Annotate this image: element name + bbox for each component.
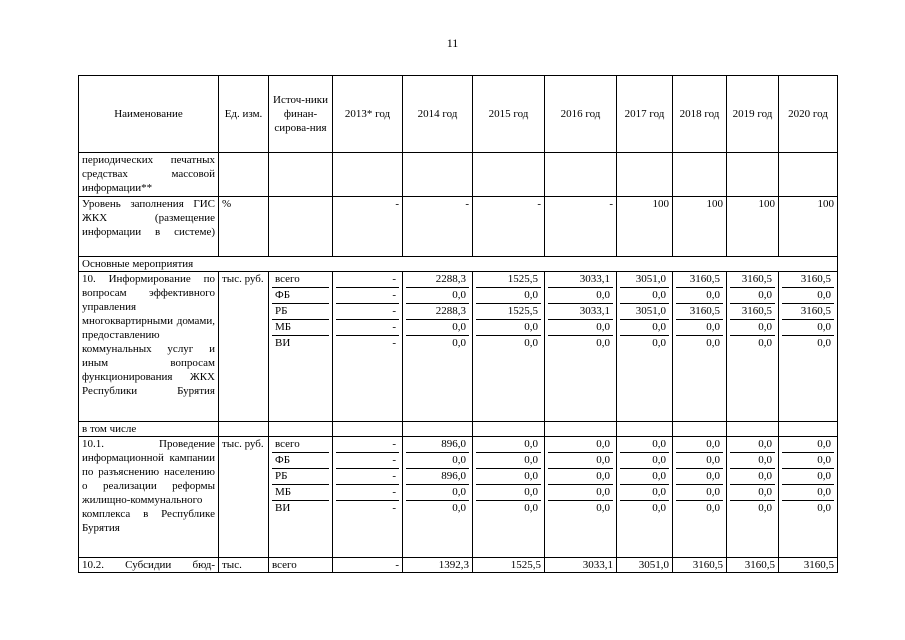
cell-empty — [545, 153, 617, 197]
value-cell: 3160,5 — [730, 272, 775, 288]
value-cell: 0,0 — [676, 469, 723, 485]
value-cell: 0,0 — [620, 320, 669, 336]
value-cell: - — [333, 558, 403, 573]
value-cell: - — [333, 197, 403, 257]
value-cell: 0,0 — [730, 320, 775, 336]
cell-empty — [673, 153, 727, 197]
year-col-2019 — [727, 437, 779, 558]
source-cell: РБ — [272, 304, 329, 320]
value-cell: 100 — [617, 197, 673, 257]
value-cell: 0,0 — [476, 469, 541, 485]
value-cell: 0,0 — [476, 320, 541, 336]
value-cell: 0,0 — [676, 485, 723, 501]
table-row-10-2 — [79, 558, 838, 573]
value-cell: 1525,5 — [473, 558, 545, 573]
value-cell: 0,0 — [730, 437, 775, 453]
page-number: 11 — [446, 36, 459, 50]
value-cell: - — [336, 320, 399, 336]
value-cell: 0,0 — [548, 469, 613, 485]
value-cell: 3160,5 — [730, 304, 775, 320]
value-cell: 0,0 — [406, 485, 469, 501]
value-cell: 0,0 — [730, 485, 775, 501]
value-cell: 100 — [727, 197, 779, 257]
cell-empty — [269, 422, 333, 437]
value-cell: 0,0 — [782, 469, 834, 485]
value-cell: 3160,5 — [676, 304, 723, 320]
value-cell: - — [392, 502, 396, 514]
value-cell: 0,0 — [620, 288, 669, 304]
header-row — [79, 76, 838, 153]
value-cell: 0,0 — [782, 288, 834, 304]
value-cell: 0,0 — [548, 485, 613, 501]
header-2017: 2017 год — [617, 76, 673, 153]
cell-empty — [219, 153, 269, 197]
value-cell: 0,0 — [548, 453, 613, 469]
value-cell: 2288,3 — [406, 304, 469, 320]
value-cell: 0,0 — [596, 502, 610, 514]
value-cell: 0,0 — [548, 288, 613, 304]
year-col-2020 — [779, 272, 838, 422]
section-title-including: в том числе — [79, 422, 219, 437]
year-col-2013 — [333, 272, 403, 422]
value-cell: 0,0 — [676, 320, 723, 336]
year-col-2014 — [403, 272, 473, 422]
year-col-2015 — [473, 437, 545, 558]
year-col-2013 — [333, 437, 403, 558]
value-cell: 0,0 — [476, 453, 541, 469]
cell-empty — [727, 153, 779, 197]
value-cell: 0,0 — [524, 337, 538, 349]
row-unit-10: тыс. руб. — [219, 272, 269, 422]
value-cell: 0,0 — [758, 337, 772, 349]
header-2013: 2013* год — [333, 76, 403, 153]
source-list-10-1 — [269, 437, 333, 558]
table-row-10 — [79, 272, 838, 422]
cell-empty — [779, 422, 838, 437]
cell-empty — [403, 153, 473, 197]
year-col-2018 — [673, 437, 727, 558]
cell-empty — [545, 422, 617, 437]
year-col-2018 — [673, 272, 727, 422]
row-unit-10-2: тыс. — [219, 558, 269, 573]
value-cell: 0,0 — [524, 502, 538, 514]
cell-empty — [673, 422, 727, 437]
source-cell: ФБ — [272, 288, 329, 304]
source-cell: всего — [272, 272, 329, 288]
value-cell: 1392,3 — [403, 558, 473, 573]
value-cell: 0,0 — [817, 337, 831, 349]
row-unit-10-1: тыс. руб. — [219, 437, 269, 558]
row-name-10-2: 10.2. Субсидии бюд- — [79, 558, 219, 573]
source-cell: МБ — [272, 485, 329, 501]
source-cell: ФБ — [272, 453, 329, 469]
value-cell: - — [336, 272, 399, 288]
value-cell: 3160,5 — [676, 272, 723, 288]
value-cell: 0,0 — [758, 502, 772, 514]
year-col-2017 — [617, 272, 673, 422]
value-cell: 0,0 — [782, 485, 834, 501]
value-cell: - — [336, 485, 399, 501]
value-cell: 3033,1 — [548, 304, 613, 320]
cell-empty — [473, 422, 545, 437]
value-cell: 0,0 — [548, 437, 613, 453]
value-cell: 0,0 — [782, 320, 834, 336]
value-cell: 0,0 — [620, 437, 669, 453]
cell-empty — [269, 153, 333, 197]
value-cell: 0,0 — [476, 485, 541, 501]
row-unit-gis: % — [219, 197, 269, 257]
cell-empty — [219, 422, 269, 437]
value-cell: 0,0 — [730, 288, 775, 304]
value-cell: - — [403, 197, 473, 257]
value-cell: 100 — [673, 197, 727, 257]
header-2020: 2020 год — [779, 76, 838, 153]
value-cell: 896,0 — [406, 469, 469, 485]
source-cell: всего — [272, 437, 329, 453]
source-cell: ВИ — [275, 337, 291, 349]
cell-empty — [333, 153, 403, 197]
header-name: Наименование — [79, 76, 219, 153]
header-unit: Ед. изм. — [219, 76, 269, 153]
value-cell: 0,0 — [652, 337, 666, 349]
section-title-main: Основные мероприятия — [79, 257, 838, 272]
header-2018: 2018 год — [673, 76, 727, 153]
row-name-10: 10. Информирование по вопросам эффективного управления многоквартирными домами, предоставлению коммунальных услуг и иным вопросам функционирования ЖКХ Республики Бурятия — [79, 272, 219, 422]
header-2019: 2019 год — [727, 76, 779, 153]
table-row-periodic — [79, 153, 838, 197]
value-cell: 0,0 — [452, 337, 466, 349]
value-cell: 3033,1 — [548, 272, 613, 288]
value-cell: 0,0 — [676, 453, 723, 469]
value-cell: - — [336, 304, 399, 320]
row-name-gis: Уровень заполнения ГИС ЖКХ (размещение информации в системе) — [79, 197, 219, 257]
section-row-main — [79, 257, 838, 272]
value-cell: 0,0 — [706, 502, 720, 514]
value-cell: - — [473, 197, 545, 257]
value-cell: 0,0 — [676, 437, 723, 453]
value-cell: 0,0 — [730, 453, 775, 469]
value-cell: 3051,0 — [620, 272, 669, 288]
value-cell: 1525,5 — [476, 272, 541, 288]
value-cell: 0,0 — [406, 453, 469, 469]
value-cell: 100 — [779, 197, 838, 257]
year-col-2020 — [779, 437, 838, 558]
row-name-10-1: 10.1. Проведение информационной кампании по разъяснению населению о реализации реформы жилищно-коммунального комплекса в Республике Бурятия — [79, 437, 219, 558]
cell-empty — [269, 197, 333, 257]
section-row-including — [79, 422, 838, 437]
value-cell: 0,0 — [782, 437, 834, 453]
year-col-2014 — [403, 437, 473, 558]
source-cell: ВИ — [275, 502, 291, 514]
value-cell: 0,0 — [476, 288, 541, 304]
value-cell: 0,0 — [406, 288, 469, 304]
cell-empty — [617, 422, 673, 437]
header-2015: 2015 год — [473, 76, 545, 153]
value-cell: 0,0 — [706, 337, 720, 349]
year-col-2016 — [545, 272, 617, 422]
cell-empty — [727, 422, 779, 437]
value-cell: 3160,5 — [779, 558, 838, 573]
value-cell: - — [336, 453, 399, 469]
year-col-2015 — [473, 272, 545, 422]
cell-empty — [779, 153, 838, 197]
value-cell: 0,0 — [620, 485, 669, 501]
value-cell: 3051,0 — [620, 304, 669, 320]
value-cell: 0,0 — [406, 320, 469, 336]
value-cell: - — [336, 469, 399, 485]
table-row-gis — [79, 197, 838, 257]
source-list-10 — [269, 272, 333, 422]
value-cell: 3033,1 — [545, 558, 617, 573]
header-2014: 2014 год — [403, 76, 473, 153]
source-cell: РБ — [272, 469, 329, 485]
value-cell: - — [392, 337, 396, 349]
value-cell: 896,0 — [406, 437, 469, 453]
year-col-2019 — [727, 272, 779, 422]
value-cell: 3160,5 — [782, 272, 834, 288]
value-cell: 0,0 — [652, 502, 666, 514]
value-cell: 0,0 — [730, 469, 775, 485]
value-cell: 0,0 — [676, 288, 723, 304]
value-cell: 0,0 — [782, 453, 834, 469]
value-cell: 0,0 — [476, 437, 541, 453]
table-row-10-1 — [79, 437, 838, 558]
cell-empty — [403, 422, 473, 437]
year-col-2017 — [617, 437, 673, 558]
value-cell: - — [336, 437, 399, 453]
value-cell: 0,0 — [620, 453, 669, 469]
source-cell: всего — [269, 558, 333, 573]
value-cell: 0,0 — [620, 469, 669, 485]
value-cell: - — [545, 197, 617, 257]
value-cell: - — [336, 288, 399, 304]
row-name-periodic: периодических печатных средствах массовой информации** — [79, 153, 219, 197]
header-2016: 2016 год — [545, 76, 617, 153]
cell-empty — [333, 422, 403, 437]
value-cell: 0,0 — [452, 502, 466, 514]
value-cell: 1525,5 — [476, 304, 541, 320]
budget-table — [78, 75, 838, 573]
value-cell: 3160,5 — [727, 558, 779, 573]
year-col-2016 — [545, 437, 617, 558]
header-source: Источ-ники финан-сирова-ния — [269, 76, 333, 153]
value-cell: 0,0 — [548, 320, 613, 336]
value-cell: 0,0 — [817, 502, 831, 514]
cell-empty — [473, 153, 545, 197]
value-cell: 3160,5 — [782, 304, 834, 320]
source-cell: МБ — [272, 320, 329, 336]
value-cell: 0,0 — [596, 337, 610, 349]
value-cell: 3160,5 — [673, 558, 727, 573]
cell-empty — [617, 153, 673, 197]
value-cell: 2288,3 — [406, 272, 469, 288]
value-cell: 3051,0 — [617, 558, 673, 573]
